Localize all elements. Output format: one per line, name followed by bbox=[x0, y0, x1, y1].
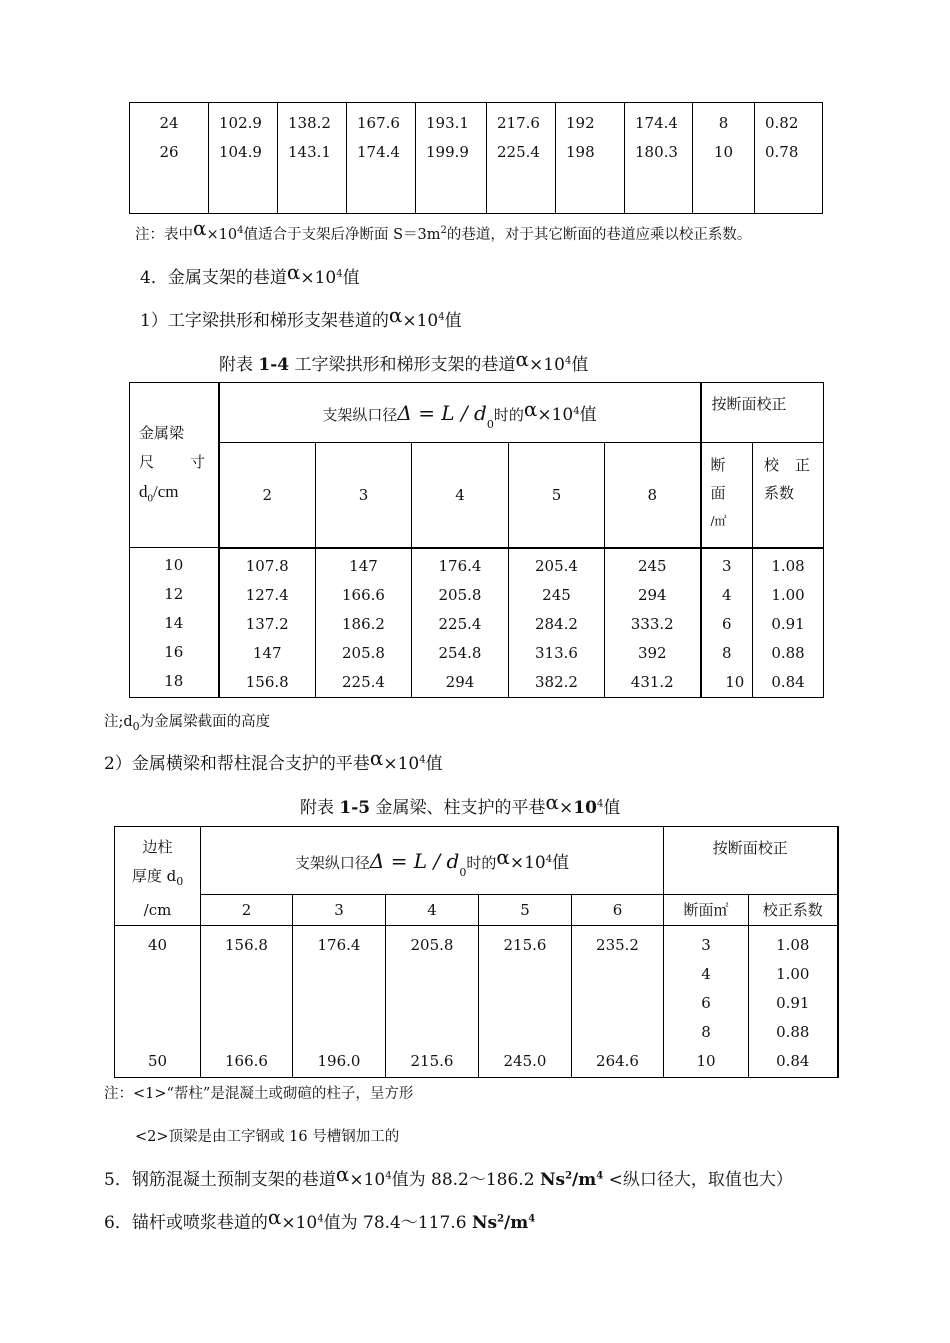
table-header-row bbox=[115, 827, 838, 895]
table-cell: 24 26 bbox=[130, 103, 209, 214]
table-cell: 3 4 6 8 10 bbox=[701, 548, 753, 698]
header-post-thickness: 边柱 厚度 $d_0$ /cm bbox=[115, 827, 201, 926]
table-cell: 193.1 199.9 bbox=[416, 103, 487, 214]
col-header: 3 bbox=[293, 894, 386, 926]
table-cell: 205.4 245 284.2 313.6 382.2 bbox=[509, 548, 605, 698]
col-header: 2 bbox=[219, 443, 316, 548]
table-note: 注：表中$\alpha\times 10^4$值适合于支架后净断面 $S=3m^2$的巷道，对于其它断面的巷道应乘以校正系数。 bbox=[135, 216, 752, 243]
table-cell: 138.2 143.1 bbox=[278, 103, 347, 214]
col-header-area: 断 面 /㎡ bbox=[701, 443, 753, 548]
col-header: 3 bbox=[316, 443, 412, 548]
header-alpha-values: 支架纵口径$\Delta = L / d_0$时的$\alpha\times 10^4$值 bbox=[219, 383, 701, 443]
table-cell: 176.4 196.0 bbox=[293, 926, 386, 1078]
table-cell: 245 294 333.2 392 431.2 bbox=[605, 548, 701, 698]
section-heading: 5．钢筋混凝土预制支架的巷道$\alpha\times 10^4$值为 88.2～186.2 $Ns^2/m^4$ <纵口径大，取值也大） bbox=[104, 1162, 793, 1190]
col-header-coef: 校 正 系数 bbox=[753, 443, 824, 548]
table-cell: 217.6 225.4 bbox=[487, 103, 556, 214]
table-subheader-row bbox=[115, 894, 838, 926]
table-subheader-row bbox=[130, 443, 824, 548]
col-header: 8 bbox=[605, 443, 701, 548]
col-header: 4 bbox=[386, 894, 479, 926]
col-header: 5 bbox=[509, 443, 605, 548]
col-header-coef: 校正系数 bbox=[749, 894, 838, 926]
table-row bbox=[115, 926, 838, 1078]
header-correction: 按断面校正 bbox=[701, 383, 824, 443]
col-header: 6 bbox=[572, 894, 664, 926]
table-cell: 192 198 bbox=[556, 103, 625, 214]
subsection-heading: 1）工字梁拱形和梯形支架巷道的$\alpha\times 10^4$值 bbox=[140, 303, 462, 331]
table-cell: 40 50 bbox=[115, 926, 201, 1078]
table-note: 注：<1>“帮柱”是混凝土或砌碹的柱子，呈方形 bbox=[104, 1086, 414, 1102]
table-note: 注$;d_0$为金属梁截面的高度 bbox=[104, 714, 271, 733]
table-cell: 215.6 245.0 bbox=[479, 926, 572, 1078]
table-cell: 1.08 1.00 0.91 0.88 0.84 bbox=[749, 926, 838, 1078]
table-header-row bbox=[130, 383, 824, 443]
continued-table bbox=[129, 102, 823, 214]
col-header: 2 bbox=[201, 894, 293, 926]
table-cell: 235.2 264.6 bbox=[572, 926, 664, 1078]
table-cell: 10 12 14 16 18 bbox=[130, 548, 219, 698]
header-correction: 按断面校正 bbox=[664, 827, 838, 895]
table-cell: 0.82 0.78 bbox=[755, 103, 823, 214]
table-cell: 176.4 205.8 225.4 254.8 294 bbox=[412, 548, 509, 698]
table-cell: 167.6 174.4 bbox=[347, 103, 416, 214]
table-cell: 205.8 215.6 bbox=[386, 926, 479, 1078]
table-1-4 bbox=[129, 382, 824, 698]
table-cell: 147 166.6 186.2 205.8 225.4 bbox=[316, 548, 412, 698]
header-alpha-values: 支架纵口径$\Delta = L / d_0$时的$\alpha\times 10^4$值 bbox=[201, 827, 664, 895]
section-heading: 6．锚杆或喷浆巷道的$\alpha\times 10^4$值为 78.4～117.6 $Ns^2/m^4$ bbox=[104, 1205, 536, 1233]
table-cell: 3 4 6 8 10 bbox=[664, 926, 749, 1078]
table-row bbox=[130, 103, 823, 214]
table-row bbox=[130, 548, 824, 698]
table-cell: 102.9 104.9 bbox=[209, 103, 278, 214]
subsection-heading: 2）金属横梁和帮柱混合支护的平巷$\alpha\times 10^4$值 bbox=[104, 746, 443, 774]
table-note: <2>顶梁是由工字钢或 16 号槽钢加工的 bbox=[135, 1129, 400, 1145]
table-cell: 174.4 180.3 bbox=[625, 103, 693, 214]
col-header-area: 断面㎡ bbox=[664, 894, 749, 926]
table-caption: 附表 1-4 工字梁拱形和梯形支架的巷道$\alpha\times 10^4$值 bbox=[219, 347, 589, 375]
col-header: 5 bbox=[479, 894, 572, 926]
table-1-5 bbox=[114, 826, 839, 1078]
table-cell: 8 10 bbox=[693, 103, 755, 214]
table-cell: 107.8 127.4 137.2 147 156.8 bbox=[219, 548, 316, 698]
col-header: 4 bbox=[412, 443, 509, 548]
table-cell: 156.8 166.6 bbox=[201, 926, 293, 1078]
table-cell: 1.08 1.00 0.91 0.88 0.84 bbox=[753, 548, 824, 698]
table-caption: 附表 1-5 金属梁、柱支护的平巷$\alpha\times 10^4$值 bbox=[300, 790, 621, 818]
header-beam-size: 金属梁 尺 寸 $d_0/cm$ bbox=[130, 383, 219, 548]
section-heading: 4．金属支架的巷道$\alpha\times 10^4$值 bbox=[140, 260, 360, 288]
